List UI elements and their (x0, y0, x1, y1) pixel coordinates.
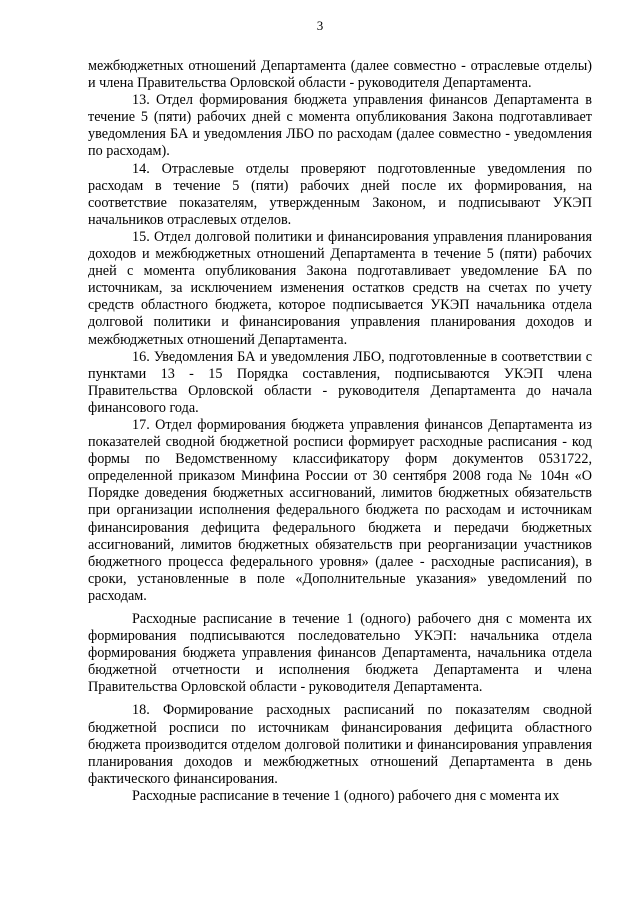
paragraph-18: 18. Формирование расходных расписаний по показателям сводной бюджетной росписи по источникам финансирования дефицита областного бюджета производится отделом долговой политики и финансирования управления планирования доходов и межбюджетных отношений Департамента в день фактического финансирования. (88, 702, 592, 787)
document-body (88, 58, 592, 805)
paragraph-17: 17. Отдел формирования бюджета управления финансов Департамента из показателей сводной бюджетной росписи формирует расходные расписания - код формы по Ведомственному классификатору форм документов 0531722, определенной приказом Минфина России от 30 сентября 2008 года № 104н «О Порядке доведения бюджетных ассигнований, лимитов бюджетных обязательств при организации исполнения федерального бюджета по расходам и источникам финансирования дефицита федерального бюджета и передачи бюджетных ассигнований, лимитов бюджетных обязательств при реорганизации участников бюджетного процесса федерального уровня» (далее - расходные расписания), в сроки, установленные в поле «Дополнительные указания» уведомлений по расходам. (88, 416, 592, 604)
paragraph-13: 13. Отдел формирования бюджета управления финансов Департамента в течение 5 (пяти) рабочих дней с момента опубликования Закона подготавливает уведомления БА и уведомления ЛБО по расходам (далее совместно - уведомления по расходам). (88, 92, 592, 160)
page-number: 3 (316, 18, 324, 33)
paragraph-15: 15. Отдел долговой политики и финансирования управления планирования доходов и межбюджетных отношений Департамента в течение 5 (пяти) рабочих дней с момента опубликования Закона подготавливает уведомление БА по источникам, за исключением изменения остатков средств на счетах по учету средств областного бюджета, которое подписывается УКЭП начальника отдела долговой политики и финансирования управления планирования доходов и межбюджетных отношений Департамента. (88, 228, 592, 348)
paragraph-17-signing: Расходные расписание в течение 1 (одного) рабочего дня с момента их формирования подписываются последовательно УКЭП: начальника отдела формирования бюджета управления финансов Департамента, начальника отдела бюджетной отчетности и исполнения бюджета Департамента и члена Правительства Орловской области - руководителя Департамента. (88, 611, 592, 696)
paragraph-16: 16. Уведомления БА и уведомления ЛБО, подготовленные в соответствии с пунктами 13 - 15 Порядка составления, подписываются УКЭП члена Правительства Орловской области - руководителя Департамента до начала финансового года. (88, 348, 592, 416)
paragraph-18-signing: Расходные расписание в течение 1 (одного) рабочего дня с момента их (132, 787, 560, 804)
paragraph-14: 14. Отраслевые отделы проверяют подготовленные уведомления по расходам в течение 5 (пяти) рабочих дней после их формирования, на соответствие показателям, утвержденным Законом, и подписывают УКЭП начальников отраслевых отделов. (88, 160, 592, 228)
paragraph-continuation: межбюджетных отношений Департамента (далее совместно - отраслевые отделы) и члена Правительства Орловской области - руководителя Департамента. (88, 58, 592, 92)
